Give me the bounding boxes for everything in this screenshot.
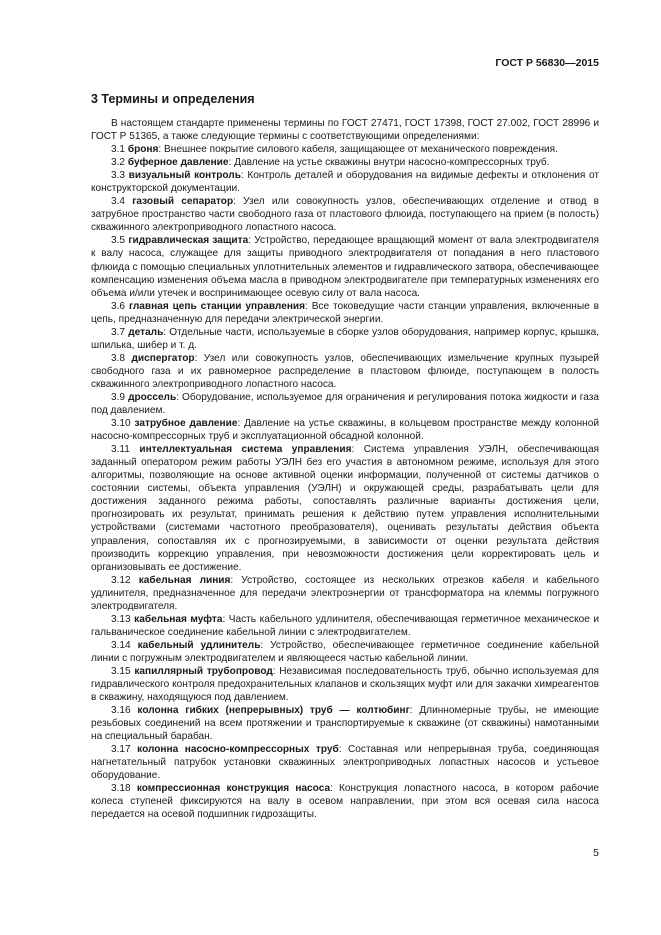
term-number: 3.14 [111,639,131,651]
term-definition: : Составная или непрерывная труба, соединяющая нагнетательный патрубок установки скважинных электроприводных лопастных насосов и устьевое оборудование. [91,744,599,782]
term-entry [91,443,599,573]
term-definition: : Давление на устье скважины внутри насосно-компрессорных труб. [228,157,550,169]
term-number: 3.5 [111,235,126,247]
term-definition: : Давление на устье скважины, в кольцевом пространстве между колонной насосно-компрессорных труб и эксплуатационной обсадной колонной. [91,418,599,443]
term-entry [91,195,599,234]
page-number: 5 [593,847,599,859]
term-definition: : Конструкция лопастного насоса, в котором рабочие колеса ступеней фиксируются на валу в осевом направлении, при этом вся осевая сила насоса передается на осевой подшипник гидрозащиты. [91,783,599,821]
term-definition: : Отдельные части, используемые в сборке узлов оборудования, например корпус, крышка, шпилька, шибер и т. д. [91,326,599,351]
term-entry [91,782,599,821]
term-entry [91,665,599,704]
term-number: 3.8 [111,352,126,364]
term-definition: : Устройство, состоящее из нескольких отрезков кабеля и кабельного удлинителя, предназначенное для передачи электроэнергии от трансформатора на клеммы погружного электродвигателя. [91,574,599,612]
term-definition: : Независимая последовательность труб, обычно используемая для гидравлического контроля предохранительных клапанов и скользящих муфт или для закачки химреагентов в скважину, находящуюся под давлением. [91,665,599,704]
term-definition: : Внешнее покрытие силового кабеля, защищающее от механического повреждения. [158,144,558,156]
term-definition: : Узел или совокупность узлов, обеспечивающих измельчение крупных пузырей свободного газа и их равномерное распределение в пластовом флюиде, поступающем в полость скважинного электроприводного лопастного насоса. [91,352,599,390]
term-name: интеллектуальная система управления [139,444,352,456]
intro-paragraph: В настоящем стандарте применены термины по ГОСТ 27471, ГОСТ 17398, ГОСТ 27.002, ГОСТ 28996 и ГОСТ Р 51365, а также следующие термины с соответствующими определениями: [91,118,599,143]
section-title: 3 Термины и определения [91,92,255,106]
term-number: 3.18 [111,783,131,795]
term-number: 3.7 [111,326,126,338]
term-entry [91,300,599,326]
term-name: кабельная линия [138,574,231,586]
term-definition: : Оборудование, используемое для ограничения и регулирования потока жидкости и газа под давлением. [91,391,599,417]
term-name: гидравлическая защита [128,235,249,247]
term-name: затрубное давление [134,418,238,430]
term-definition: : Контроль деталей и оборудования на видимые дефекты и отклонения от конструкторской документации. [91,170,600,195]
terms-content [91,117,599,822]
term-name: деталь [128,326,164,338]
term-name: компрессионная конструкция насоса [136,783,331,795]
term-number: 3.15 [111,665,131,677]
term-number: 3.16 [111,705,131,717]
term-name: кабельная муфта [134,613,223,625]
term-name: диспергатор [131,352,195,364]
term-definition: : Устройство, передающее вращающий момент от вала электродвигателя к валу насоса, служащее для защиты приводного электродвигателя от попадания в него пластового флюида с помощью специальных уплотнительных элементов и гидравлического затвора, обеспечивающее компенсацию изменения объема масла в приводном электродвигателе при температурных изменениях его объема и/или утечек и воспринимающее осевую силу от вала насоса. [91,235,599,299]
term-name: главная цепь станции управления [128,300,306,312]
term-number: 3.13 [111,613,131,625]
term-entry [91,326,599,352]
term-entry [91,391,599,417]
term-entry [91,743,599,782]
term-entry [91,417,599,443]
term-name: колонна гибких (непрерывных) труб — колтюбинг [137,705,410,717]
term-entry [91,169,599,195]
term-entry [91,613,599,639]
term-entry [91,704,599,743]
term-name: капиллярный трубопровод [134,665,273,677]
term-name: дроссель [128,391,177,403]
term-number: 3.1 [111,144,126,156]
term-number: 3.10 [111,418,131,430]
term-entry [91,639,599,665]
term-number: 3.3 [111,170,126,182]
term-number: 3.6 [111,300,126,312]
term-name: кабельный удлинитель [137,639,261,651]
term-definition: : Все токоведущие части станции управления, включенные в цепь, предназначенную для передачи электрической энергии. [91,300,599,325]
term-definition: : Часть кабельного удлинителя, обеспечивающая герметичное механическое и гальваническое соединение кабельной линии с электродвигателем. [91,613,600,638]
term-definition: : Узел или совокупность узлов, обеспечивающих отделение и отвод в затрубное пространство части свободного газа от пластового флюида, поступающего на прием (в полость) скважинного электроприводного лопастного насоса. [91,196,599,234]
standard-header: ГОСТ Р 56830—2015 [495,57,599,69]
term-number: 3.9 [111,391,126,403]
term-entry [91,143,599,156]
term-number: 3.2 [111,157,126,169]
term-entry [91,234,599,299]
term-name: визуальный контроль [128,170,241,182]
term-name: колонна насосно-компрессорных труб [137,744,339,756]
term-number: 3.4 [111,196,126,208]
term-number: 3.11 [111,444,130,456]
term-entry [91,574,599,613]
term-entry [91,352,599,391]
term-name: газовый сепаратор [132,196,234,208]
term-name: броня [127,144,159,156]
term-name: буферное давление [127,157,229,169]
term-number: 3.12 [111,574,131,586]
term-definition: : Устройство, обеспечивающее герметичное соединение кабельной линии с погружным электродвигателем и являющееся частью кабельной линии. [91,639,599,664]
term-definition: : Длинномерные трубы, не имеющие резьбовых соединений на всем протяжении и транспортируемые к скважине (от скважины) намотанными на специальный барабан. [91,705,599,743]
term-entry [91,156,599,169]
term-number: 3.17 [111,744,131,756]
terms-list [91,143,599,821]
term-definition: : Система управления УЭЛН, обеспечивающая заданный оператором режим работы УЭЛН без его участия в автономном режиме, используя для этого алгоритмы, позволяющие на основе активной оценки информации, полученной от системы датчиков о состоянии системы, объекта управления (УЭЛН) и окружающей среды, разрабатывать цели для достижения заданного режима работы, сопоставлять различные варианты достижения цели, прогнозировать их результат, принимать решения к действию путем управления исполнительными устройствами (системами частотного преобразователя), оценивать результаты действия объекта управления, сопоставляя их с прогнозируемыми, в зависимости от оценки результата действия производить коррекцию управления, при невозможности достижения цели корректировать цель и организовывать ее достижение. [91,444,600,573]
